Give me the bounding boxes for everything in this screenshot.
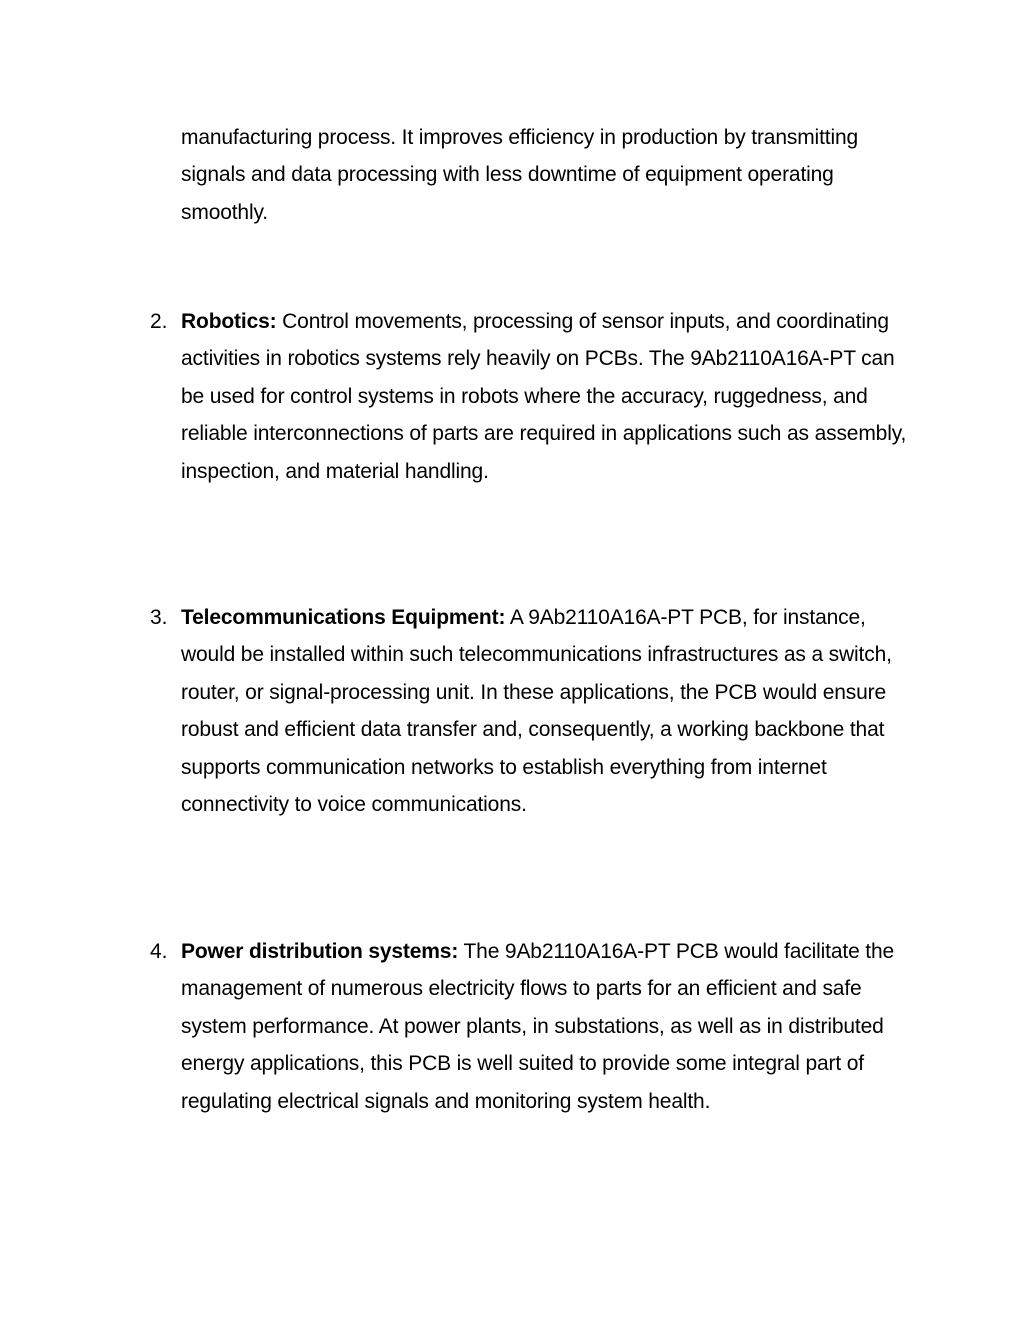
list-item-power-distribution — [181, 933, 911, 1120]
list-item-term: Power distribution systems: — [181, 940, 459, 963]
list-item-term: Robotics: — [181, 310, 277, 333]
list-item-text: Control movements, processing of sensor inputs, and coordinating activities in robotics systems rely heavily on PCBs. The 9Ab2110A16A-PT can be used for control systems in robots where the accuracy, ruggedness, and reliable interconnections of parts are required in applications such as assembly, inspection, and material handling. — [181, 310, 907, 483]
list-item-robotics — [181, 303, 911, 490]
list-item-term: Telecommunications Equipment: — [181, 606, 506, 629]
list-item-number: 3. — [150, 606, 168, 629]
continued-paragraph: manufacturing process. It improves efficiency in production by transmitting signals and data processing with less downtime of equipment operating smoothly. — [181, 126, 859, 224]
list-item-number: 4. — [150, 940, 168, 963]
list-item-text: A 9Ab2110A16A-PT PCB, for instance, would be installed within such telecommunications infrastructures as a switch, router, or signal-processing unit. In these applications, the PCB would ensure robust and efficient data transfer and, consequently, a working backbone that supports communication networks to establish everything from internet connectivity to voice communications. — [181, 606, 892, 817]
list-item-number: 2. — [150, 310, 168, 333]
list-item-text: The 9Ab2110A16A-PT PCB would facilitate the management of numerous electricity flows to parts for an efficient and safe system performance. At power plants, in substations, as well as in distributed energy applications, this PCB is well suited to provide some integral part of regulating electrical signals and monitoring system health. — [181, 940, 895, 1113]
list-item-telecommunications — [181, 599, 911, 823]
